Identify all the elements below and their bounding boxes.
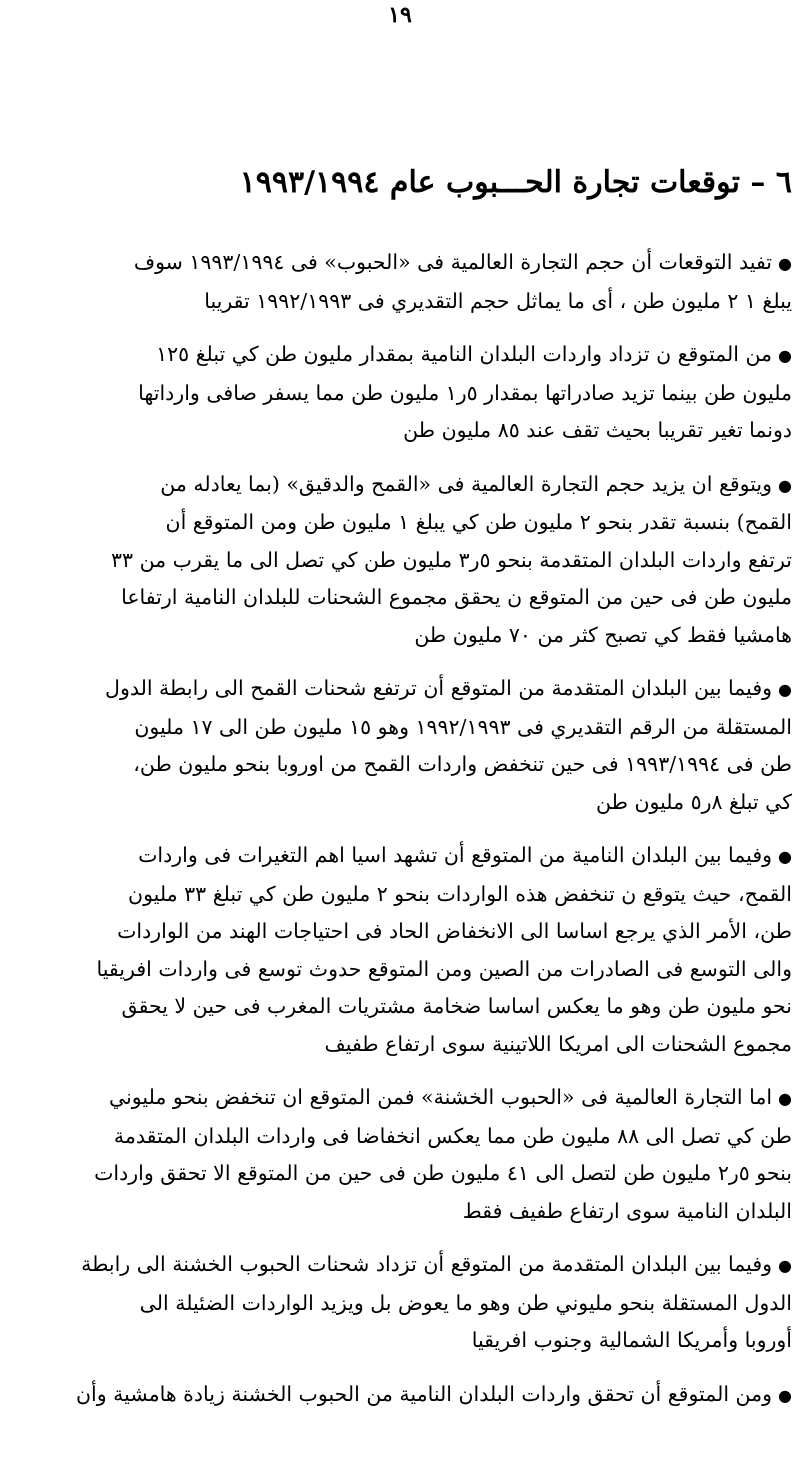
line-text: نحو مليون طن وهو ما يعكس اساسا ضخامة مشتريات المغرب فى حين لا يحقق [121,994,792,1018]
paragraph-line [12,412,792,450]
paragraph [12,1376,792,1415]
paragraph [12,336,792,450]
line-text: تفيد التوقعات أن حجم التجارة العالمية فى «الحبوب» فى ١٩٩٣/١٩٩٤ سوف [133,250,773,274]
bullet-icon: ● [778,346,792,365]
paragraph-line [12,1079,792,1118]
line-text: هامشيا فقط كي تصبح كثر من ٧٠ مليون طن [414,622,792,647]
paragraph-line [12,709,792,747]
line-text: وفيما بين البلدان المتقدمة من المتوقع أن تزداد شحنات الحبوب الخشنة الى رابطة [81,1252,773,1276]
paragraph-line [12,1376,792,1415]
paragraph-line [12,1285,792,1323]
line-text: طن فى ١٩٩٣/١٩٩٤ فى حين تنخفض واردات القمح من اوروبا بنحو مليون طن، [133,752,792,776]
paragraph-line [12,1026,792,1064]
line-text: الدول المستقلة بنحو مليوني طن وهو ما يعوض بل ويزيد الواردات الضئيلة الى [139,1290,792,1315]
paragraph-line [12,1155,792,1193]
paragraph-line [12,375,792,413]
section-title: ٦ – توقعات تجارة الحـــبوب عام ١٩٩٣/١٩٩٤ [239,165,792,200]
line-text: والى التوسع فى الصادرات من الصين ومن المتوقع حدوث توسع فى واردات افريقيا [96,956,792,981]
paragraph-line [12,579,792,617]
paragraph-line [12,670,792,709]
line-text: طن كي تصل الى ٨٨ مليون طن مما يعكس انخفاضا فى واردات البلدان المتقدمة [113,1123,792,1148]
paragraph-line [12,617,792,655]
line-text: مليون طن فى حين من المتوقع ن يحقق مجموع الشحنات للبلدان النامية ارتفاعا [121,585,792,609]
bullet-icon: ● [778,680,792,699]
paragraph [12,244,792,320]
paragraph-line [12,913,792,951]
line-text: وفيما بين البلدان النامية من المتوقع أن تشهد اسيا اهم التغيرات فى واردات [138,843,773,867]
paragraph-line [12,1322,792,1360]
line-text: مليون طن بينما تزيد صادراتها بمقدار ٥ر١ مليون طن مما يسفر صافى وارداتها [138,380,792,405]
paragraph-line [12,1193,792,1231]
paragraph-line [12,244,792,283]
line-text: ويتوقع ان يزيد حجم التجارة العالمية فى «القمح والدقيق» (بما يعادله من [160,471,773,496]
paragraph [12,1246,792,1360]
paragraph [12,670,792,821]
line-text: البلدان النامية سوى ارتفاع طفيف فقط [462,1198,792,1223]
line-text: وفيما بين البلدان المتقدمة من المتوقع أن ترتفع شحنات القمح الى رابطة الدول [105,676,773,700]
paragraph [12,1079,792,1230]
bullet-icon: ● [778,847,792,866]
paragraph-line [12,504,792,542]
paragraph-line [12,784,792,822]
bullet-icon: ● [778,254,792,273]
body-text [12,244,792,1430]
paragraph-line [12,988,792,1026]
line-text: القمح) بنسبة تقدر بنحو ٢ مليون طن كي يبلغ ١ مليون طن ومن المتوقع أن [165,510,792,534]
bullet-icon: ● [778,1256,792,1275]
line-text: ومن المتوقع أن تحقق واردات البلدان النامية من الحبوب الخشنة زيادة هامشية وأن [75,1381,773,1406]
paragraph-line [12,1246,792,1285]
paragraph-line [12,746,792,784]
line-text: اما التجارة العالمية فى «الحبوب الخشنة» فمن المتوقع ان تنخفض بنحو مليوني [109,1085,773,1109]
bullet-icon: ● [778,475,792,495]
line-text: مجموع الشحنات الى امريكا اللاتينية سوى ارتفاع طفيف [324,1031,792,1056]
line-text: يبلغ ١ ٢ مليون طن ، أى ما يماثل حجم التقديري فى ١٩٩٢/١٩٩٣ تقريبا [204,288,792,313]
line-text: كي تبلغ ٨ر٥ مليون طن [596,789,792,814]
paragraph [12,466,792,655]
page-number: ١٩ [388,2,412,28]
line-text: ترتفع واردات البلدان المتقدمة بنحو ٥ر٣ مليون طن كي تصل الى ما يقرب من ٣٣ [111,547,792,572]
paragraph-line [12,466,792,505]
paragraph-line [12,951,792,989]
paragraph-line [12,837,792,876]
bullet-icon: ● [778,1089,792,1108]
paragraph-line [12,542,792,580]
paragraph-line [12,336,792,375]
paragraph-line [12,876,792,914]
bullet-icon: ● [778,1385,792,1405]
paragraph-line [12,283,792,321]
line-text: المستقلة من الرقم التقديري فى ١٩٩٢/١٩٩٣ وهو ١٥ مليون طن الى ١٧ مليون [134,714,792,739]
line-text: أوروبا وأمريكا الشمالية وجنوب افريقيا [471,1328,792,1352]
paragraph-line [12,1118,792,1156]
line-text: القمح، حيث يتوقع ن تنخفض هذه الواردات بنحو ٢ مليون طن كي تبلغ ٣٣ مليون [128,881,792,906]
line-text: بنحو ٥ر٢ مليون طن لتصل الى ٤١ مليون طن فى حين من المتوقع الا تحقق واردات [94,1161,792,1185]
line-text: طن، الأمر الذي يرجع اساسا الى الانخفاض الحاد فى احتياجات الهند من الواردات [117,919,792,943]
line-text: من المتوقع ن تزداد واردات البلدان النامية بمقدار مليون طن كي تبلغ ١٢٥ [156,342,773,366]
line-text: دونما تغير تقريبا بحيث تقف عند ٨٥ مليون طن [403,418,792,442]
paragraph [12,837,792,1063]
